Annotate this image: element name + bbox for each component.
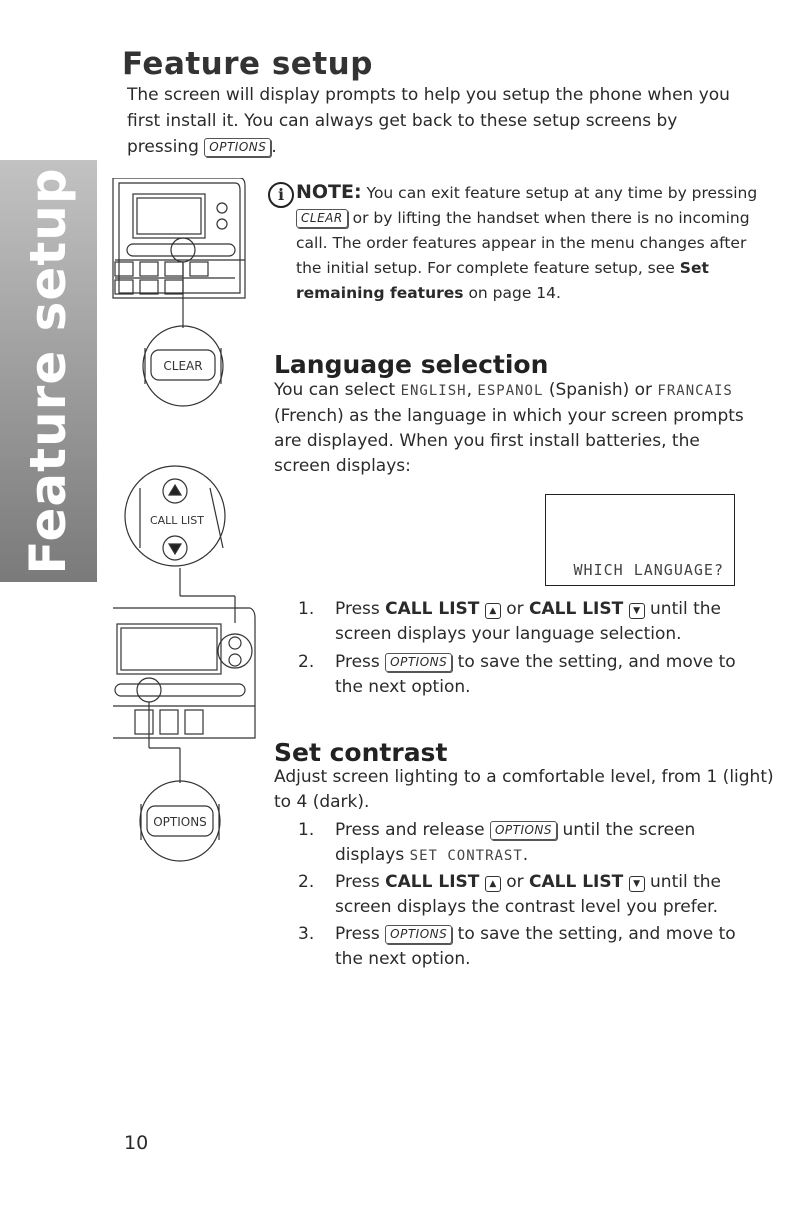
options-key: OPTIONS <box>385 653 452 672</box>
side-tab <box>0 160 97 582</box>
lcd-espanol: ESPANOL <box>477 383 544 399</box>
contrast-heading: Set contrast <box>274 738 448 767</box>
down-arrow-icon: ▼ <box>629 603 645 619</box>
note-block: NOTE: You can exit feature setup at any time by pressing CLEAR or by lifting the handset when there is no incoming call. The order features appear in the menu changes after the initial setup. For complete feature setup, see Set remaining features on page 14. <box>296 181 758 302</box>
options-key: OPTIONS <box>204 138 271 157</box>
info-icon: i <box>268 182 294 208</box>
contrast-paragraph: Adjust screen lighting to a comfortable level, from 1 (light) to 4 (dark). <box>274 767 774 812</box>
options-key: OPTIONS <box>385 925 452 944</box>
page-number: 10 <box>124 1132 149 1154</box>
page-title: Feature setup <box>122 46 373 82</box>
language-heading: Language selection <box>274 350 549 379</box>
lcd-screen-text: WHICH LANGUAGE? <box>573 561 724 579</box>
lcd-english: ENGLISH <box>400 383 467 399</box>
options-label: OPTIONS <box>153 815 207 829</box>
down-arrow-icon: ▼ <box>629 876 645 892</box>
call-list-keys-image <box>125 466 235 623</box>
phone-illustrations <box>105 178 265 868</box>
note-label: NOTE: <box>296 181 362 203</box>
up-arrow-icon: ▲ <box>485 876 501 892</box>
call-list-label: CALL LIST <box>149 514 205 527</box>
clear-key: CLEAR <box>296 209 348 228</box>
clear-label: CLEAR <box>163 359 203 373</box>
up-arrow-icon: ▲ <box>485 603 501 619</box>
phone-base-bottom-image <box>113 608 255 783</box>
side-tab-label: Feature setup <box>19 167 77 575</box>
note-link-text: Set remaining features <box>296 259 709 302</box>
lcd-screen-box <box>545 494 735 586</box>
lcd-francais: FRANCAIS <box>657 383 733 399</box>
lcd-set-contrast: SET CONTRAST <box>409 848 523 864</box>
intro-text: The screen will display prompts to help you setup the phone when you first install it. You can always get back to these setup screens by pressing <box>127 85 730 157</box>
language-paragraph: You can select ENGLISH, ESPANOL (Spanish) or FRANCAIS (French) as the language in which your screen prompts are displayed. When you first install batteries, the screen displays: <box>274 380 744 476</box>
options-key: OPTIONS <box>490 821 557 840</box>
intro-paragraph: The screen will display prompts to help you setup the phone when you first install it. You can always get back to these setup screens by pressing OPTIONS . <box>127 85 730 157</box>
phone-base-top-image <box>113 178 245 328</box>
